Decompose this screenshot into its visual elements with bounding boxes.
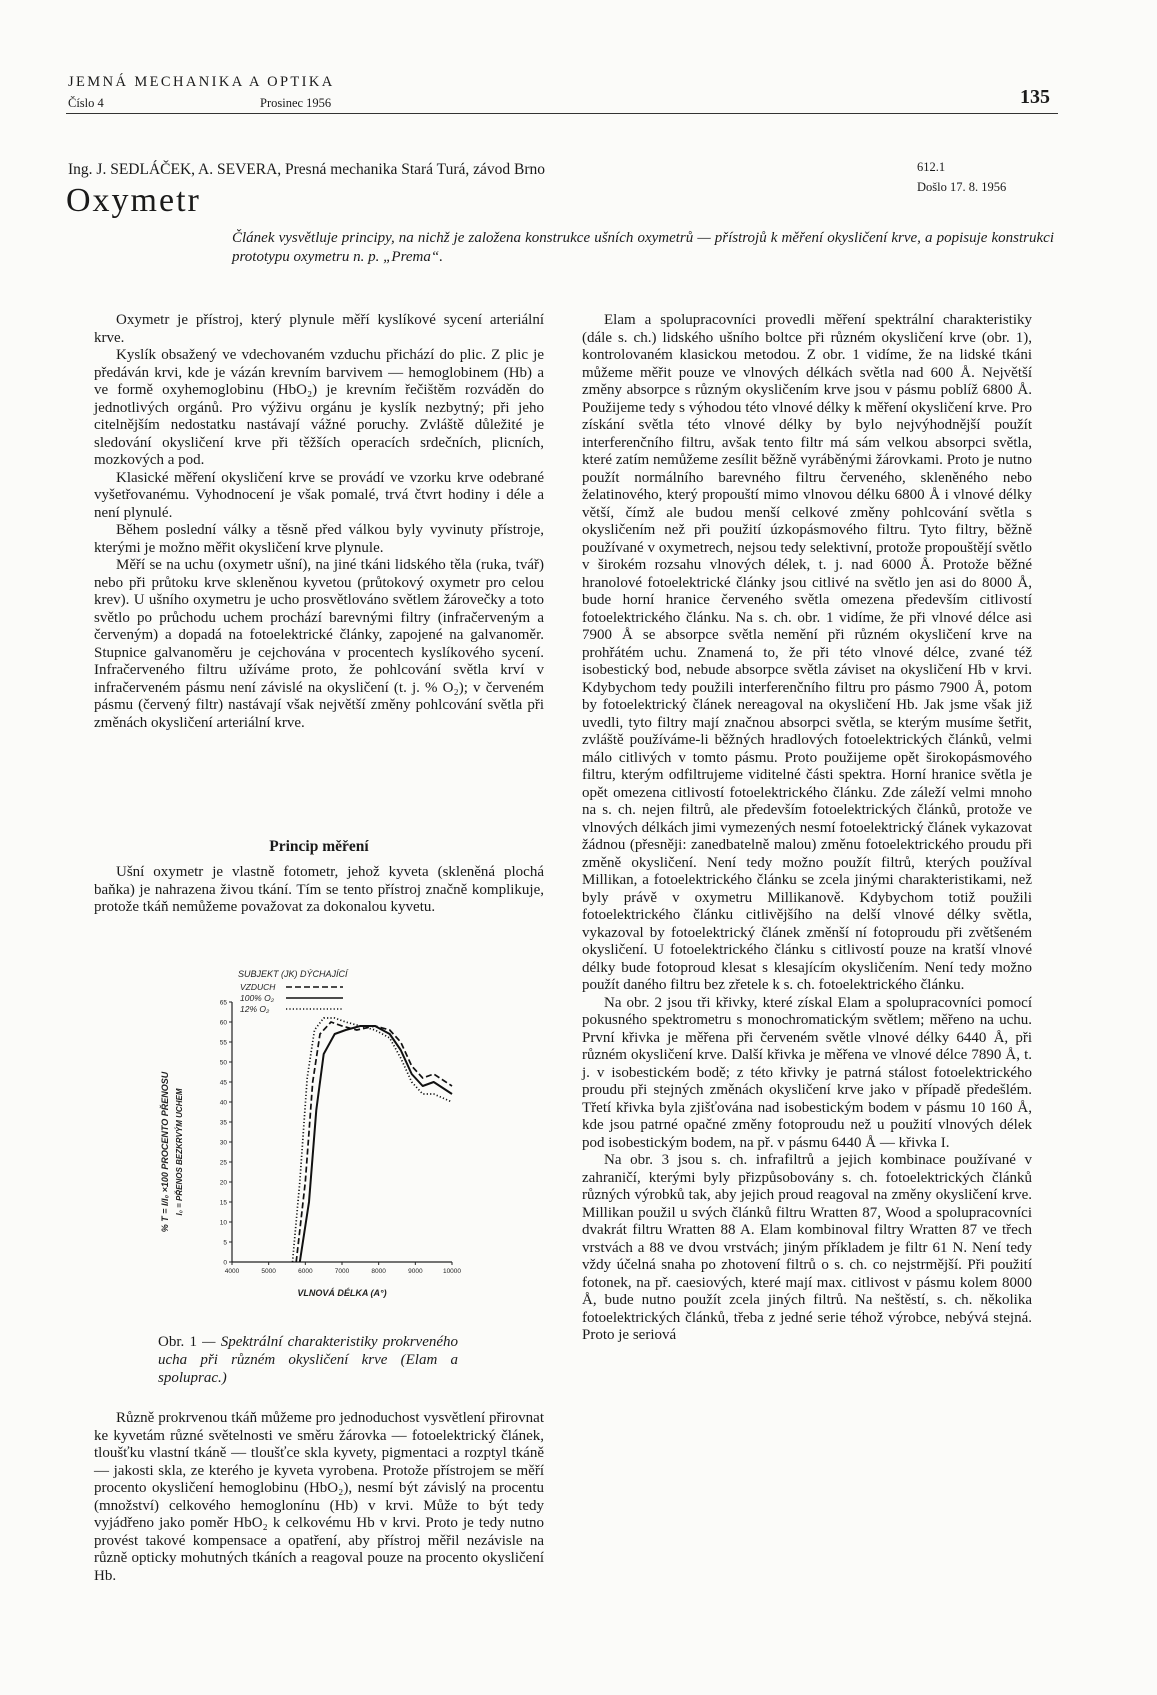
paragraph: Kyslík obsažený ve vdechovaném vzduchu přichází do plic. Z plic je předáván krvi, kde je vázán krevním barvivem — hemoglobinem (Hb) a ve formě oxyhemoglobinu (HbO₂) je krevním řečištěm rozváděn do jednotlivých orgánů. Pro výživu orgánu je kyslík nezbytný; při jeho citelnějším nedostatku nastávají vážné poruchy. Zvláště důležité je sledování okysličení krve při těžších operacích srdečních, plicních, mozkových a pod. <box>94 347 544 468</box>
received-date: Došlo 17. 8. 1956 <box>917 180 1007 194</box>
x-tick-label: 7000 <box>334 1268 350 1275</box>
article-title: Oxymetr <box>66 182 201 219</box>
paragraph: Klasické měření okysličení krve se provádí ve vzorku krve odebrané vyšetřovanému. Vyhodnocení je však pomalé, trvá čtvrt hodiny i déle a není plynulé. <box>94 469 544 521</box>
y-axis-label: % T = I/I₀ ×100 PROCENTO PŘENOSU <box>160 1071 170 1233</box>
legend-label: 12% O₂ <box>240 1004 270 1014</box>
left-column-continued <box>94 1410 544 1585</box>
paragraph: Oxymetr je přístroj, který plynule měří kyslíkové sycení arteriální krve. <box>94 312 544 346</box>
y-tick-label: 45 <box>219 1079 227 1087</box>
section-paragraph-container <box>94 864 544 917</box>
legend-label: 100% O₂ <box>240 993 274 1003</box>
y-axis-label-2: I₀ = PŘENOS BEZKRVÝM UCHEM <box>175 1088 184 1216</box>
y-tick-label: 55 <box>219 1039 227 1047</box>
y-tick-label: 65 <box>219 999 227 1007</box>
x-tick-label: 6000 <box>298 1268 313 1275</box>
y-tick-label: 50 <box>219 1059 227 1067</box>
paragraph: Ušní oxymetr je vlastně fotometr, jehož kyveta (skleněná plochá baňka) je nahrazena živou tkání. Tím se tento přístroj značně komplikuje, protože tkáň nemůžeme považovat za dokonalou kyvetu. <box>94 864 544 915</box>
section-heading: Princip měření <box>269 838 369 855</box>
issue-date: Prosinec 1956 <box>260 96 332 110</box>
figure-label: Obr. 1 <box>158 1334 197 1350</box>
header-rule <box>66 113 1058 114</box>
abstract: Článek vysvětluje principy, na nichž je založena konstrukce ušních oxymetrů — přístrojů k měření okysličení krve, a popisuje konstrukci prototypu oxymetru n. p. „Prema“. <box>232 230 1054 265</box>
y-tick-label: 20 <box>219 1179 227 1187</box>
series-line <box>296 1022 452 1262</box>
paragraph: Měří se na uchu (oxymetr ušní), na jiné tkáni lidského těla (ruka, tvář) nebo při průtoku krve skleněnou kyvetou (průtokový oxymetr pro celou krev). U ušního oxymetru je ucho prosvětlováno světlem žárovečky a toto světlo po průchodu uchem prochází barevnými filtry (infračerveným a červeným) a dopadá na fotoelektrické články, zapojené na galvanoměr. Stupnice galvanoměru je cejchována v procentech kyslíkového sycení. Infračerveného filtru užíváme proto, že pohlcování světla krví v infračerveném pásmu není závislé na okysličení (t. j. % O₂); v červeném pásmu (červený filtr) nastávají však největší změny pohlcování světla při změnách okysličení arteriální krve. <box>94 557 544 731</box>
y-tick-label: 0 <box>223 1259 227 1267</box>
x-tick-label: 9000 <box>408 1268 423 1275</box>
x-tick-label: 4000 <box>224 1268 240 1275</box>
authors: Ing. J. SEDLÁČEK, A. SEVERA, Presná mechanika Stará Turá, závod Brno <box>68 161 546 178</box>
y-tick-label: 40 <box>219 1099 227 1107</box>
x-axis-label: VLNOVÁ DÉLKA (A°) <box>297 1288 387 1298</box>
series-line <box>300 1026 452 1262</box>
x-tick-label: 8000 <box>371 1268 386 1275</box>
x-tick-label: 10000 <box>442 1268 462 1275</box>
figure-caption <box>158 1333 458 1387</box>
y-tick-label: 25 <box>219 1159 227 1167</box>
left-column <box>94 312 544 732</box>
journal-title: JEMNÁ MECHANIKA A OPTIKA <box>68 74 335 90</box>
paragraph: Během poslední války a těsně před válkou byly vyvinuty přístroje, kterými je možno měřit okysličení krve plynule. <box>94 522 544 556</box>
y-tick-label: 5 <box>223 1239 227 1247</box>
x-tick-label: 5000 <box>261 1268 276 1275</box>
right-column <box>582 312 1032 1345</box>
figure-1 <box>150 960 480 1325</box>
paragraph: Elam a spolupracovníci provedli měření spektrální charakteristiky (dále s. ch.) lidského ušního boltce při různém okysličení krve (obr. 1), kontrolovaném klasickou metodou. Z obr. 1 vidíme, že na lidské tkáni můžeme měřit pouze ve vlnových délkách světla nad 600 Å. Největší změny absorpce s různým okysličením krve jsou v pásmu poblíž 6800 Å. Použijeme tedy s výhodou této vlnové délky k měření okysličení krve. Pro získání světla této vlnové délky by bylo nejvýhodnější použít interferenčního filtru, avšak tento filtr má sám velkou absorpci světla, které zatím nemůžeme zesílit běžně vyráběnými žárovkami. Proto je nutno použít normálního barevného filtru červeného, skleněného nebo želatinového, který propouští mimo vlnovou délku 6800 Å i vlnové délky větší, čímž ale budou menší celkové změny pohlcování světla s okysličením než při použití úzkopásmového filtru. Tyto filtry, běžně používané v oxymetrech, nejsou tedy selektivní, protože propouštějí světlo v širokém rozsahu vlnových délek, t. j. nad 6000 Å. Protože běžné hranolové fotoelektrické články jsou citlivé na světlo jen asi do 8000 Å, bude horní hranice červeného světla omezena především citlivostí fotoelektrického článku. Na s. ch. obr. 1 vidíme, že při vlnové délce asi 7900 Å se absorpce světla nemění při různém okysličení krve na prohřátém uchu. Znamená to, že při této vlnové délce, zvané též isobestický bod, nebude absorpce světla záviset na okysličení Hb v krvi. Kdybychom tedy použili interferenčního filtru pro pásmo 7900 Å, potom by fotoelektrický článek nereagoval na okysličení Hb. Jak jsme však již uvedli, tyto filtry mají značnou absorpci světla, se kterým musíme šetřit, zvláště používáme-li běžných hradlových fotoelektrických článků, velmi málo citlivých v tomto pásmu. Proto použijeme opět širokopásmového filtru, kterým odfiltrujeme viditelné části spektra. Horní hranice světla je opět omezena citlivostí fotoelektrického článku. Zde záleží velmi mnoho na s. ch. nejen filtrů, ale především fotoelektrických článků, protože ve vlnových délkách jimi vymezených nesmí fotoelektrický článek vykazovat žádnou (přesněji: zanedbatelně malou) změnu fotoelektrického proudu při změně okysličení. Není tedy možno použít filtrů, kterých používal Millikan, a fotoelektrického článku se zcela jinými charakteristikami, než byly právě v oxymetru Millikanově. Kdybychom totiž použili fotoelektrického článku citlivějšího na delší vlnové délky světla, vykazoval by fotoelektrický článek změnší ní fotoproudu při zvětšeném okysličení. U fotoelektrického článku s citlivostí pouze na kratší vlnové délky bude fotoproud klesat s klesajícím okysličením. Není tedy možno použít daného filtru bez zřetele k s. ch. fotoelektrického článku. <box>582 312 1032 993</box>
legend-label: VZDUCH <box>240 982 276 992</box>
paragraph: Na obr. 3 jsou s. ch. infrafiltrů a jejich kombinace používané v zahraničí, kterými byly přizpůsobovány s. ch. fotoelektrických článků různých výrobků tak, aby jejich proud reagoval na změny okysličení krve. Millikan použil u svých článků filtru Wratten 87, Wood a spolupracovníci dvakrát filtru Wratten 88 A. Elam kombinoval filtry Wratten 87 ve třech vrstvách a 88 ve dvou vrstvách; jiným příkladem je filtr 61 N. Není tedy vždy účelná snaha po zhotovení filtrů o s. ch. co nejstrmější. Při použití fotonek, na př. caesiových, které mají max. citlivost v pásmu kolem 8000 Å, bude nutno použít zcela jiných filtrů. Na neštěstí, s. ch. několika fotoelektrických článků, třeba z jedné serie téhož výrobce, nebývá stejná. Proto je seriová <box>582 1152 1032 1343</box>
spectral-chart <box>150 960 480 1320</box>
figure-caption-text: — Spektrální charakteristiky prokrveného ucha při různém okysličení krve (Elam a spoluprac.) <box>158 1334 459 1386</box>
udc-code: 612.1 <box>917 160 946 174</box>
page-number: 135 <box>1020 86 1050 108</box>
issue-number: Číslo 4 <box>68 96 104 110</box>
y-tick-label: 30 <box>219 1139 227 1147</box>
paragraph: Na obr. 2 jsou tři křivky, které získal Elam a spolupracovníci pomocí pokusného spektrometru s monochromatickým světlem; měřeno na uchu. První křivka je měřena při červeném světle vlnové délky 6440 Å, při různém okysličení krve. Další křivka je měřena ve vlnové délce 7890 Å, t. j. v isobestickém bodě; z této křivky je patrná stálost fotoelektrického proudu při stejných změnách okysličení krve jako v případě předešlém. Třetí křivka byla zjišťována nad isobestickým bodem v pásmu 10 160 Å, kde jsou patrné opačné změny fotoproudu než u použití vlnových délek pod isobestickým bodem, na př. v pásmu 6440 Å — křivka I. <box>582 994 1032 1151</box>
y-tick-label: 10 <box>219 1219 227 1227</box>
legend-title: SUBJEKT (JK) DÝCHAJÍCÍ <box>238 969 348 979</box>
y-tick-label: 15 <box>219 1199 227 1207</box>
y-tick-label: 35 <box>219 1119 227 1127</box>
y-tick-label: 60 <box>219 1019 227 1027</box>
paragraph: Různě prokrvenou tkáň můžeme pro jednoduchost vysvětlení přirovnat ke kyvetám různé světelnosti ve směru žárovka — fotoelektrický článek, tloušťku vlastní tkáně — tloušťce skla kyvety, pigmentaci a rozptyl tkáně — jakosti skla, ze kterého je kyveta vyrobena. Protože přístrojem se měří procento okysličení hemoglobinu (HbO₂), nesmí být závislý na procentu (množství) celkového hemoglonínu (Hb) v krvi. Může to být tedy vyjádřeno jako poměr HbO₂ k celkovému Hb v krvi. Proto je tedy nutno provést takové kompensace a opatření, aby přístroj měřil nezávisle na různě opticky mohutných tkáních a reagoval pouze na procento okysličení Hb. <box>94 1410 544 1584</box>
